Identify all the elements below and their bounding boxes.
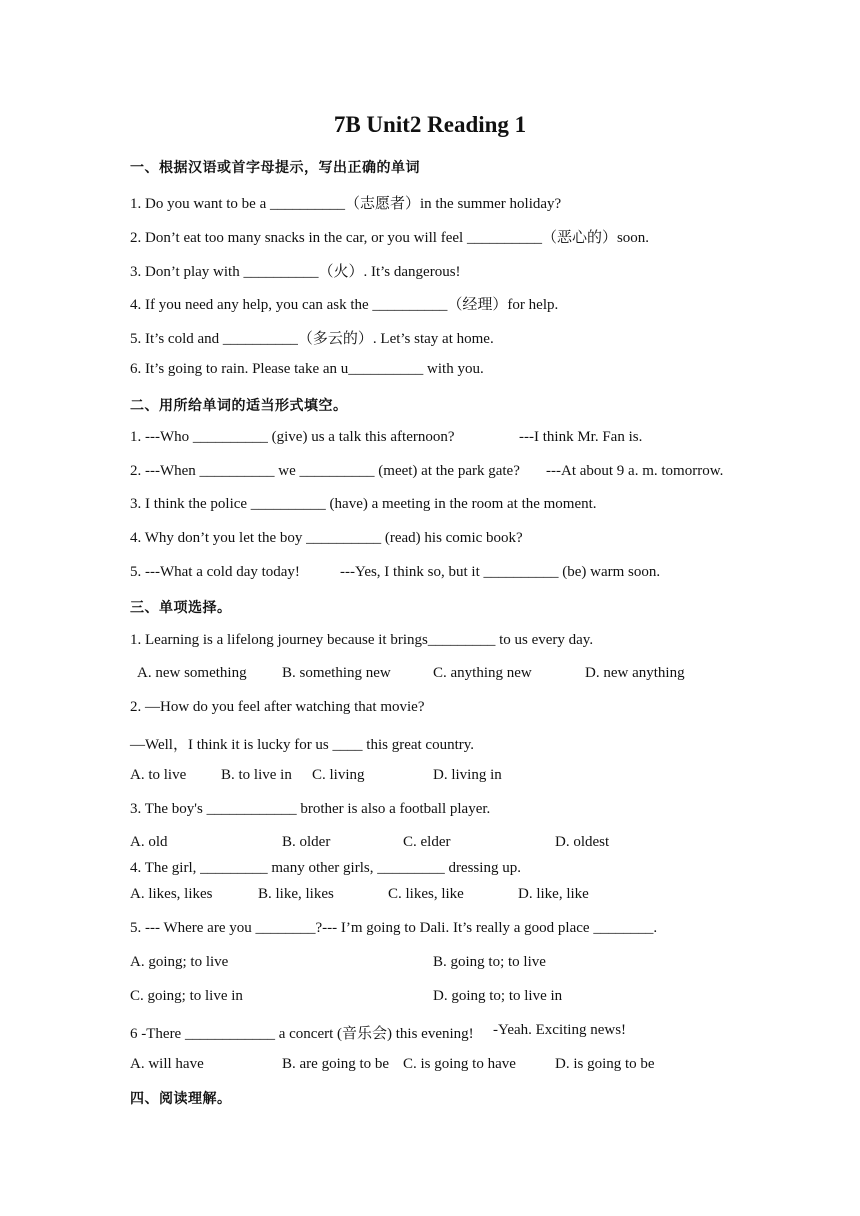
mc5-option-d: D. going to; to live in	[433, 988, 563, 1004]
fill-question-1: 1. ---Who __________ (give) us a talk this afternoon?	[130, 429, 455, 445]
mc-question-2: 2. —How do you feel after watching that movie?	[130, 699, 425, 715]
section-heading-1: 一、根据汉语或首字母提示，写出正确的单词	[130, 160, 420, 176]
mc-question-3: 3. The boy's ____________ brother is also a football player.	[130, 801, 491, 817]
section-heading-4: 四、阅读理解。	[130, 1091, 232, 1107]
mc1-option-d: D. new anything	[585, 665, 685, 681]
section-heading-2: 二、用所给单词的适当形式填空。	[130, 398, 348, 414]
mc2-option-d: D. living in	[433, 767, 502, 783]
mc3-option-a: A. old	[130, 834, 168, 850]
mc1-option-b: B. something new	[282, 665, 391, 681]
mc-question-1: 1. Learning is a lifelong journey because it brings_________ to us every day.	[130, 632, 594, 648]
mc3-option-d: D. oldest	[555, 834, 610, 850]
mc-question-4: 4. The girl, _________ many other girls, _________ dressing up.	[130, 860, 521, 876]
vocab-question-2: 2. Don’t eat too many snacks in the car, or you will feel __________（恶心的）soon.	[130, 230, 650, 246]
fill-question-2: 2. ---When __________ we __________ (meet) at the park gate?	[130, 463, 520, 479]
mc1-option-c: C. anything new	[433, 665, 532, 681]
mc-question-2-reply: —Well，I think it is lucky for us ____ this great country.	[130, 737, 475, 753]
mc6-option-a: A. will have	[130, 1056, 204, 1072]
mc2-option-a: A. to live	[130, 767, 187, 783]
mc5-option-b: B. going to; to live	[433, 954, 546, 970]
mc5-option-a: A. going; to live	[130, 954, 229, 970]
vocab-question-4: 4. If you need any help, you can ask the __________（经理）for help.	[130, 297, 559, 313]
mc4-option-b: B. like, likes	[258, 886, 334, 902]
section-heading-3: 三、单项选择。	[130, 600, 232, 616]
vocab-question-5: 5. It’s cold and __________（多云的）. Let’s stay at home.	[130, 331, 494, 347]
mc2-option-c: C. living	[312, 767, 365, 783]
mc-question-5: 5. --- Where are you ________?--- I’m going to Dali. It’s really a good place ________.	[130, 920, 658, 936]
vocab-question-1: 1. Do you want to be a __________（志愿者）in the summer holiday?	[130, 196, 562, 212]
fill-answer-5: ---Yes, I think so, but it __________ (be) warm soon.	[340, 564, 661, 580]
mc6-option-d: D. is going to be	[555, 1056, 655, 1072]
fill-question-5: 5. ---What a cold day today!	[130, 564, 300, 580]
mc5-option-c: C. going; to live in	[130, 988, 243, 1004]
mc4-option-d: D. like, like	[518, 886, 589, 902]
vocab-question-3: 3. Don’t play with __________（火）. It’s dangerous!	[130, 264, 461, 280]
mc4-option-a: A. likes, likes	[130, 886, 213, 902]
page-title: 7B Unit2 Reading 1	[333, 112, 527, 137]
fill-answer-1: ---I think Mr. Fan is.	[519, 429, 643, 445]
mc3-option-b: B. older	[282, 834, 331, 850]
vocab-question-6: 6. It’s going to rain. Please take an u__________ with you.	[130, 361, 484, 377]
mc-question-6-reply: -Yeah. Exciting news!	[493, 1022, 627, 1038]
mc1-option-a: A. new something	[137, 665, 247, 681]
mc4-option-c: C. likes, like	[388, 886, 464, 902]
mc6-option-b: B. are going to be	[282, 1056, 390, 1072]
fill-question-3: 3. I think the police __________ (have) a meeting in the room at the moment.	[130, 496, 597, 512]
mc6-option-c: C. is going to have	[403, 1056, 516, 1072]
fill-answer-2: ---At about 9 a. m. tomorrow.	[546, 463, 724, 479]
fill-question-4: 4. Why don’t you let the boy __________ (read) his comic book?	[130, 530, 523, 546]
mc2-option-b: B. to live in	[221, 767, 292, 783]
mc3-option-c: C. elder	[403, 834, 451, 850]
mc-question-6: 6 -There ____________ a concert (音乐会) this evening!	[130, 1026, 474, 1042]
